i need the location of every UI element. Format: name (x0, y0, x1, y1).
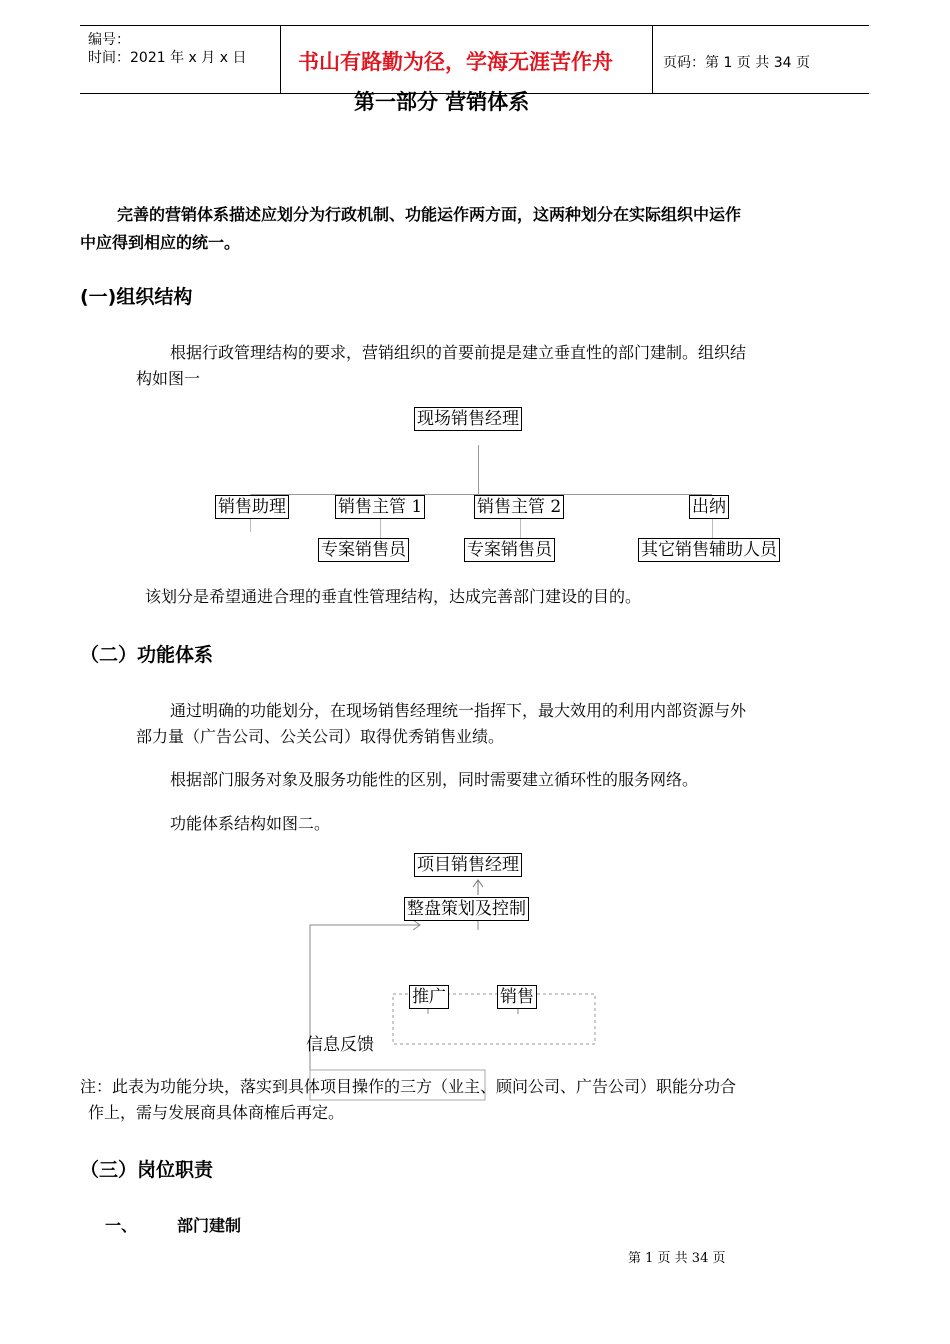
header-divider-right (652, 25, 653, 93)
org-node-other-assistants: 其它销售辅助人员 (638, 538, 780, 562)
section2-para1-line-2: 部力量（广告公司、公关公司）取得优秀销售业绩。 (136, 727, 505, 746)
org-node-sales-supervisor-1: 销售主管 1 (335, 495, 425, 519)
org-connector (478, 445, 479, 495)
org-node-cashier: 出纳 (689, 495, 729, 519)
section2-heading: （二）功能体系 (80, 644, 214, 666)
function-node-planning-control: 整盘策划及控制 (404, 897, 529, 921)
org-node-project-sales-2: 专案销售员 (464, 538, 555, 562)
section2-para2: 根据部门服务对象及服务功能性的区别，同时需要建立循环性的服务网络。 (170, 770, 699, 789)
page-title: 第一部分 营销体系 (354, 90, 530, 114)
org-connector (712, 518, 713, 540)
intro-line-2: 中应得到相应的统一。 (80, 233, 241, 252)
section3-sub-number: 一、 (105, 1216, 138, 1235)
section3-heading: （三）岗位职责 (80, 1159, 214, 1181)
section2-para1-line-1: 通过明确的功能划分，在现场销售经理统一指挥下，最大效用的利用内部资源与外 (170, 701, 747, 720)
org-node-sales-assistant: 销售助理 (215, 495, 289, 519)
time-label: 时间：2021 年 x 月 x 日 (88, 50, 247, 66)
section1-para-line-1: 根据行政管理结构的要求，营销组织的首要前提是建立垂直性的部门建制。组织结 (170, 343, 747, 362)
intro-line-1: 完善的营销体系描述应划分为行政机制、功能运作两方面，这两种划分在实际组织中运作 (117, 205, 742, 224)
motto: 书山有路勤为径，学海无涯苦作舟 (298, 49, 613, 74)
section3-sub-title: 部门建制 (177, 1216, 242, 1235)
org-node-site-manager: 现场销售经理 (414, 407, 522, 431)
section2-note-line-1: 注：此表为功能分块，落实到具体项目操作的三方（业主、顾问公司、广告公司）职能分功合 (80, 1077, 737, 1096)
header-top-rule (80, 25, 869, 26)
header-divider-left (280, 25, 281, 93)
org-node-project-sales-1: 专案销售员 (318, 538, 409, 562)
section1-after-text: 该划分是希望通进合理的垂直性管理结构，达成完善部门建设的目的。 (145, 587, 642, 606)
function-node-promotion: 推广 (409, 985, 449, 1009)
org-connector (380, 518, 381, 540)
section1-heading: (一)组织结构 (80, 286, 193, 308)
page-label: 页码：第 1 页 共 34 页 (663, 55, 810, 71)
function-node-project-manager: 项目销售经理 (414, 853, 522, 877)
footer-page-number: 第 1 页 共 34 页 (628, 1251, 726, 1266)
section2-para3: 功能体系结构如图二。 (170, 814, 331, 833)
serial-label: 编号： (88, 32, 130, 48)
section2-note-line-2: 作上，需与发展商具体商榷后再定。 (88, 1103, 345, 1122)
function-node-feedback: 信息反馈 (306, 1035, 374, 1055)
function-node-sales: 销售 (497, 985, 537, 1009)
section1-para-line-2: 构如图一 (136, 369, 201, 388)
org-node-sales-supervisor-2: 销售主管 2 (474, 495, 564, 519)
org-connector (520, 518, 521, 540)
